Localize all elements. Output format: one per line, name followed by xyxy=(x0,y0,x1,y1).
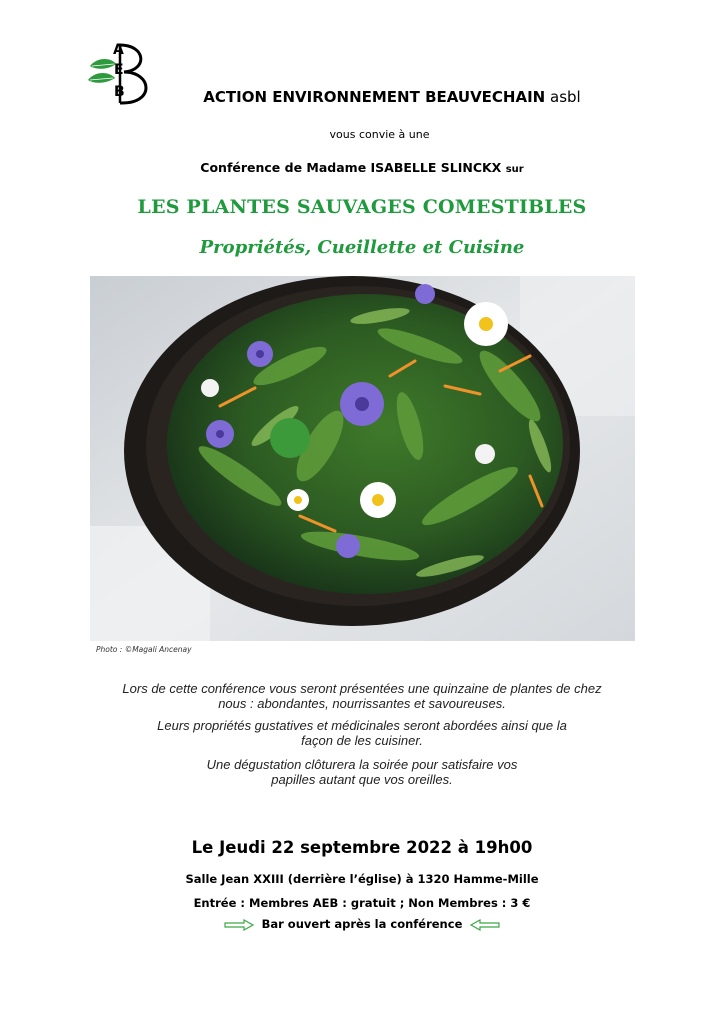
bar-notice xyxy=(0,917,724,931)
arrow-right-icon xyxy=(224,919,254,931)
bar-text: Bar ouvert après la conférence xyxy=(261,917,463,931)
organization-suffix: asbl xyxy=(550,88,581,106)
subtitle: Propriétés, Cueillette et Cuisine xyxy=(199,237,525,258)
invite-text: vous convie à une xyxy=(329,128,430,141)
photo-credit: Photo : ©Magali Ancenay xyxy=(96,645,192,654)
event-date: Le Jeudi 22 septembre 2022 à 19h00 xyxy=(191,838,533,857)
organization-name: ACTION ENVIRONNEMENT BEAUVECHAIN xyxy=(203,88,546,106)
logo-letter-b: B xyxy=(114,84,125,100)
description-paragraph-2: Leurs propriétés gustatives et médicinales seront abordées ainsi que la façon de les cuisiner. xyxy=(157,718,567,748)
main-title: LES PLANTES SAUVAGES COMESTIBLES xyxy=(137,196,587,218)
event-venue: Salle Jean XXIII (derrière l’église) à 1320 Hamme-Mille xyxy=(185,872,539,886)
salad-photo xyxy=(90,276,635,641)
arrow-left-icon xyxy=(470,919,500,931)
conference-line xyxy=(0,160,724,175)
conference-speaker: Conférence de Madame ISABELLE SLINCKX xyxy=(200,160,502,175)
conference-sur: sur xyxy=(505,164,524,175)
logo-letter-a: A xyxy=(113,42,124,58)
logo-letter-e: E xyxy=(114,62,124,78)
description-paragraph-1: Lors de cette conférence vous seront présentées une quinzaine de plantes de chez nous : abondantes, nourrissantes et savoureuses. xyxy=(122,681,602,711)
organization-line xyxy=(0,88,724,106)
description-paragraph-3: Une dégustation clôturera la soirée pour satisfaire vos papilles autant que vos oreilles. xyxy=(206,757,518,787)
event-entry-fee: Entrée : Membres AEB : gratuit ; Non Membres : 3 € xyxy=(193,896,531,910)
